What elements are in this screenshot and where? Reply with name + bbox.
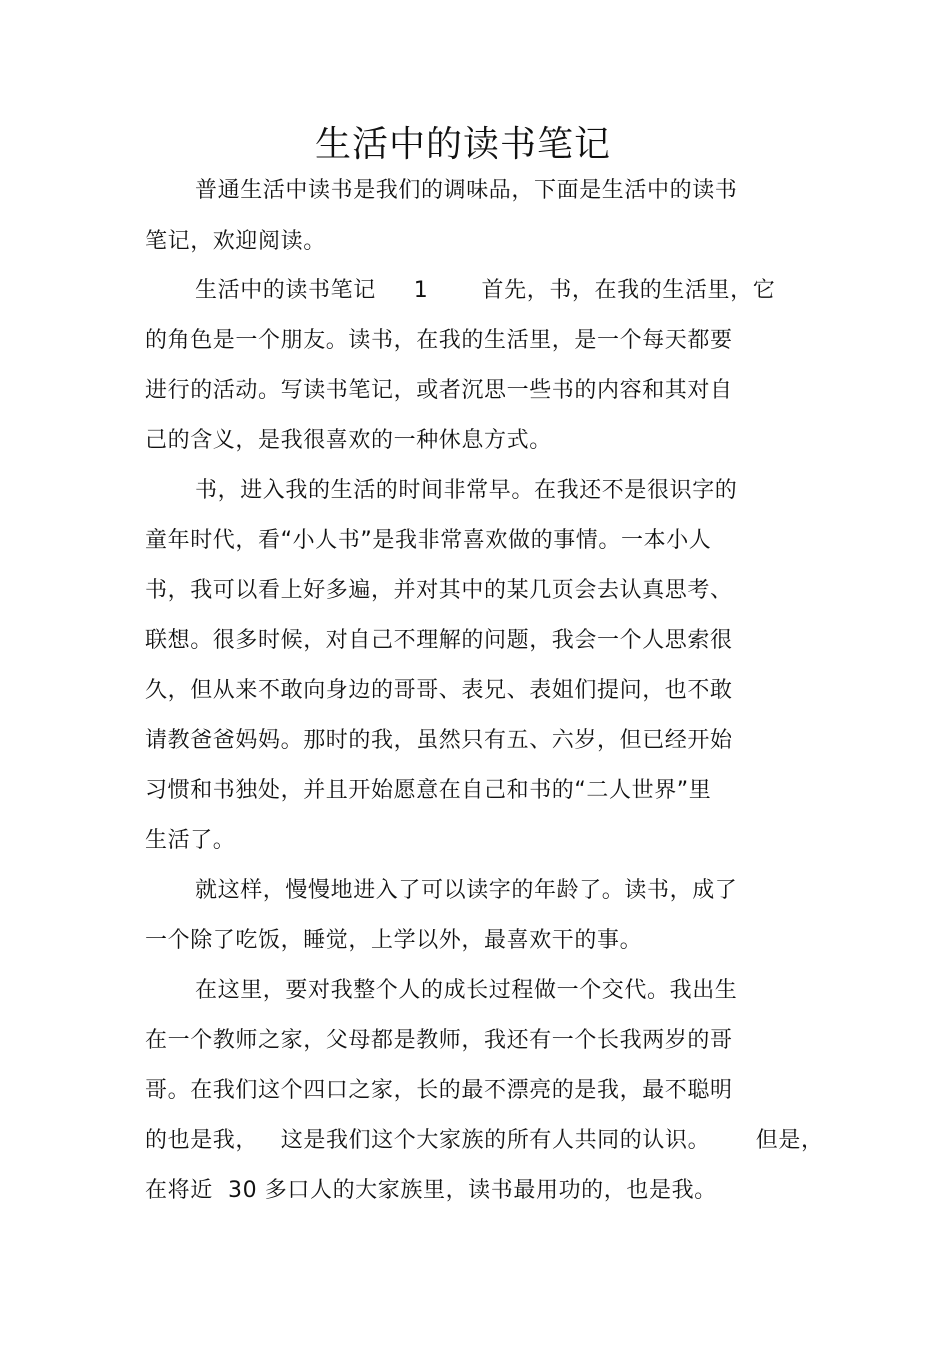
document-title: 生活中的读书笔记 — [314, 124, 611, 165]
body-line: 进行的活动。写读书笔记，或者沉思一些书的内容和其对自 — [145, 378, 733, 403]
body-line: 己的含义，是我很喜欢的一种休息方式。 — [145, 428, 552, 453]
body-line: 普通生活中读书是我们的调味品，下面是生活中的读书 — [195, 178, 738, 203]
body-line: 在一个教师之家，父母都是教师，我还有一个长我两岁的哥 — [145, 1028, 733, 1053]
body-line: 笔记，欢迎阅读。 — [145, 229, 326, 254]
body-line: 书，我可以看上好多遍，并对其中的某几页会去认真思考、 — [145, 578, 733, 603]
body-line: 在这里，要对我整个人的成长过程做一个交代。我出生 — [195, 978, 738, 1003]
body-line: 久，但从来不敢向身边的哥哥、表兄、表姐们提问，也不敢 — [145, 678, 733, 703]
body-line: 生活中的读书笔记 1 首先，书，在我的生活里，它 — [195, 278, 776, 303]
body-line: 联想。很多时候，对自己不理解的问题，我会一个人思索很 — [145, 628, 733, 653]
body-line: 习惯和书独处，并且开始愿意在自己和书的“二人世界”里 — [145, 778, 712, 803]
body-line: 一个除了吃饭，睡觉，上学以外，最喜欢干的事。 — [145, 928, 643, 953]
body-line: 书，进入我的生活的时间非常早。在我还不是很识字的 — [195, 478, 738, 503]
body-line: 生活了。 — [145, 828, 236, 853]
body-line: 请教爸爸妈妈。那时的我，虽然只有五、六岁，但已经开始 — [145, 728, 733, 753]
body-line: 童年时代，看“小人书”是我非常喜欢做的事情。一本小人 — [145, 528, 712, 553]
body-line: 在将近 30 多口人的大家族里，读书最用功的，也是我。 — [145, 1178, 717, 1203]
body-line: 的也是我， 这是我们这个大家族的所有人共同的认识。 但是， — [145, 1128, 824, 1153]
body-line: 就这样，慢慢地进入了可以读字的年龄了。读书，成了 — [195, 878, 738, 903]
body-line: 哥。在我们这个四口之家，长的最不漂亮的是我，最不聪明 — [145, 1078, 733, 1103]
body-line: 的角色是一个朋友。读书，在我的生活里，是一个每天都要 — [145, 328, 733, 353]
